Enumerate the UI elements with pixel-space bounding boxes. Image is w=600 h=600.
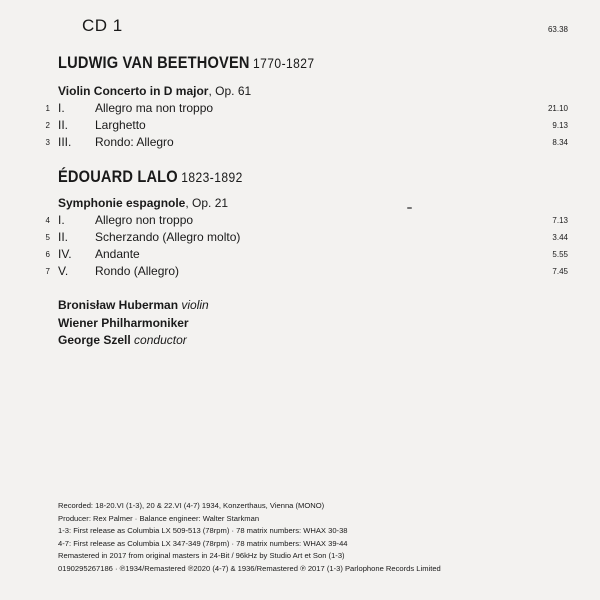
credit-line-release-4-7: 4-7: First release as Columbia LX 347-349 (78rpm) · 78 matrix numbers: WHAX 39-44 xyxy=(58,538,348,548)
work-title-lalo xyxy=(58,196,228,210)
movement-number: II. xyxy=(58,118,69,132)
movement-number: IV. xyxy=(58,247,72,261)
credit-line-copyright: 0190295267186 · ℗1934/Remastered ℗2020 (4-7) & 1936/Remastered ℗ 2017 (1-3) Parlophone Records Limited xyxy=(58,563,441,573)
track-title: Allegro non troppo xyxy=(95,213,194,227)
track-title: Allegro ma non troppo xyxy=(95,101,214,115)
track-number: 5 xyxy=(45,233,50,242)
track-row xyxy=(0,230,600,247)
credit-line-remastered: Remastered in 2017 from original masters in 24-Bit / 96kHz by Studio Art et Son (1-3) xyxy=(58,551,345,561)
track-number: 1 xyxy=(45,104,50,113)
track-title: Larghetto xyxy=(95,118,146,132)
track-duration: 21.10 xyxy=(547,104,568,113)
credit-line-release-1-3: 1-3: First release as Columbia LX 509-513 (78rpm) · 78 matrix numbers: WHAX 30-38 xyxy=(58,526,348,536)
composer-dates: 1770-1827 xyxy=(253,55,315,71)
composer-name: ÉDOUARD LALO xyxy=(58,167,178,186)
work-name: Violin Concerto in D major xyxy=(58,84,209,98)
performer-orchestra xyxy=(58,316,189,330)
track-row xyxy=(0,118,600,135)
work-title-beethoven xyxy=(58,84,251,98)
movement-number: III. xyxy=(58,135,72,149)
track-number: 3 xyxy=(45,138,50,147)
movement-number: V. xyxy=(58,264,69,278)
performer-conductor xyxy=(58,333,187,347)
track-number: 4 xyxy=(45,216,50,225)
track-title: Rondo (Allegro) xyxy=(95,264,180,278)
track-row xyxy=(0,213,600,230)
composer-dates: 1823-1892 xyxy=(181,169,243,185)
work-opus: , Op. 61 xyxy=(208,84,252,98)
track-row xyxy=(0,247,600,264)
performer-name: Wiener Philharmoniker xyxy=(58,316,189,330)
movement-number: II. xyxy=(58,230,69,244)
disc-label: CD 1 xyxy=(82,16,123,35)
work-opus: , Op. 21 xyxy=(185,196,229,210)
track-duration: 8.34 xyxy=(552,138,568,147)
track-row xyxy=(0,101,600,118)
performer-name: Bronisław Huberman xyxy=(58,298,179,312)
composer-name: LUDWIG VAN BEETHOVEN xyxy=(58,53,250,72)
credits-block xyxy=(58,500,441,576)
performer-soloist xyxy=(58,298,209,312)
track-duration: 7.45 xyxy=(552,267,568,276)
movement-number: I. xyxy=(58,213,65,227)
work-name: Symphonie espagnole xyxy=(58,196,186,210)
composer-heading-lalo xyxy=(58,167,243,187)
track-number: 7 xyxy=(45,267,50,276)
credit-line-producer: Producer: Rex Palmer · Balance engineer: Walter Starkman xyxy=(58,513,260,523)
track-number: 2 xyxy=(45,121,50,130)
track-row xyxy=(0,135,600,152)
track-duration: 5.55 xyxy=(552,250,568,259)
track-title: Rondo: Allegro xyxy=(95,135,174,149)
credit-line-recorded: Recorded: 18-20.VI (1-3), 20 & 22.VI (4-7) 1934, Konzerthaus, Vienna (MONO) xyxy=(58,501,325,510)
total-time: 63.38 xyxy=(547,25,568,34)
track-duration: 9.13 xyxy=(552,121,568,130)
performer-name: George Szell xyxy=(58,333,131,347)
composer-heading-beethoven xyxy=(58,53,315,73)
print-speck xyxy=(407,207,412,209)
track-duration: 3.44 xyxy=(552,233,568,242)
track-duration: 7.13 xyxy=(552,216,568,225)
track-title: Andante xyxy=(95,247,140,261)
performer-role: conductor xyxy=(134,333,187,347)
track-number: 6 xyxy=(45,250,50,259)
performer-role: violin xyxy=(181,298,209,312)
track-row xyxy=(0,264,600,281)
movement-number: I. xyxy=(58,101,65,115)
track-title: Scherzando (Allegro molto) xyxy=(95,230,241,244)
